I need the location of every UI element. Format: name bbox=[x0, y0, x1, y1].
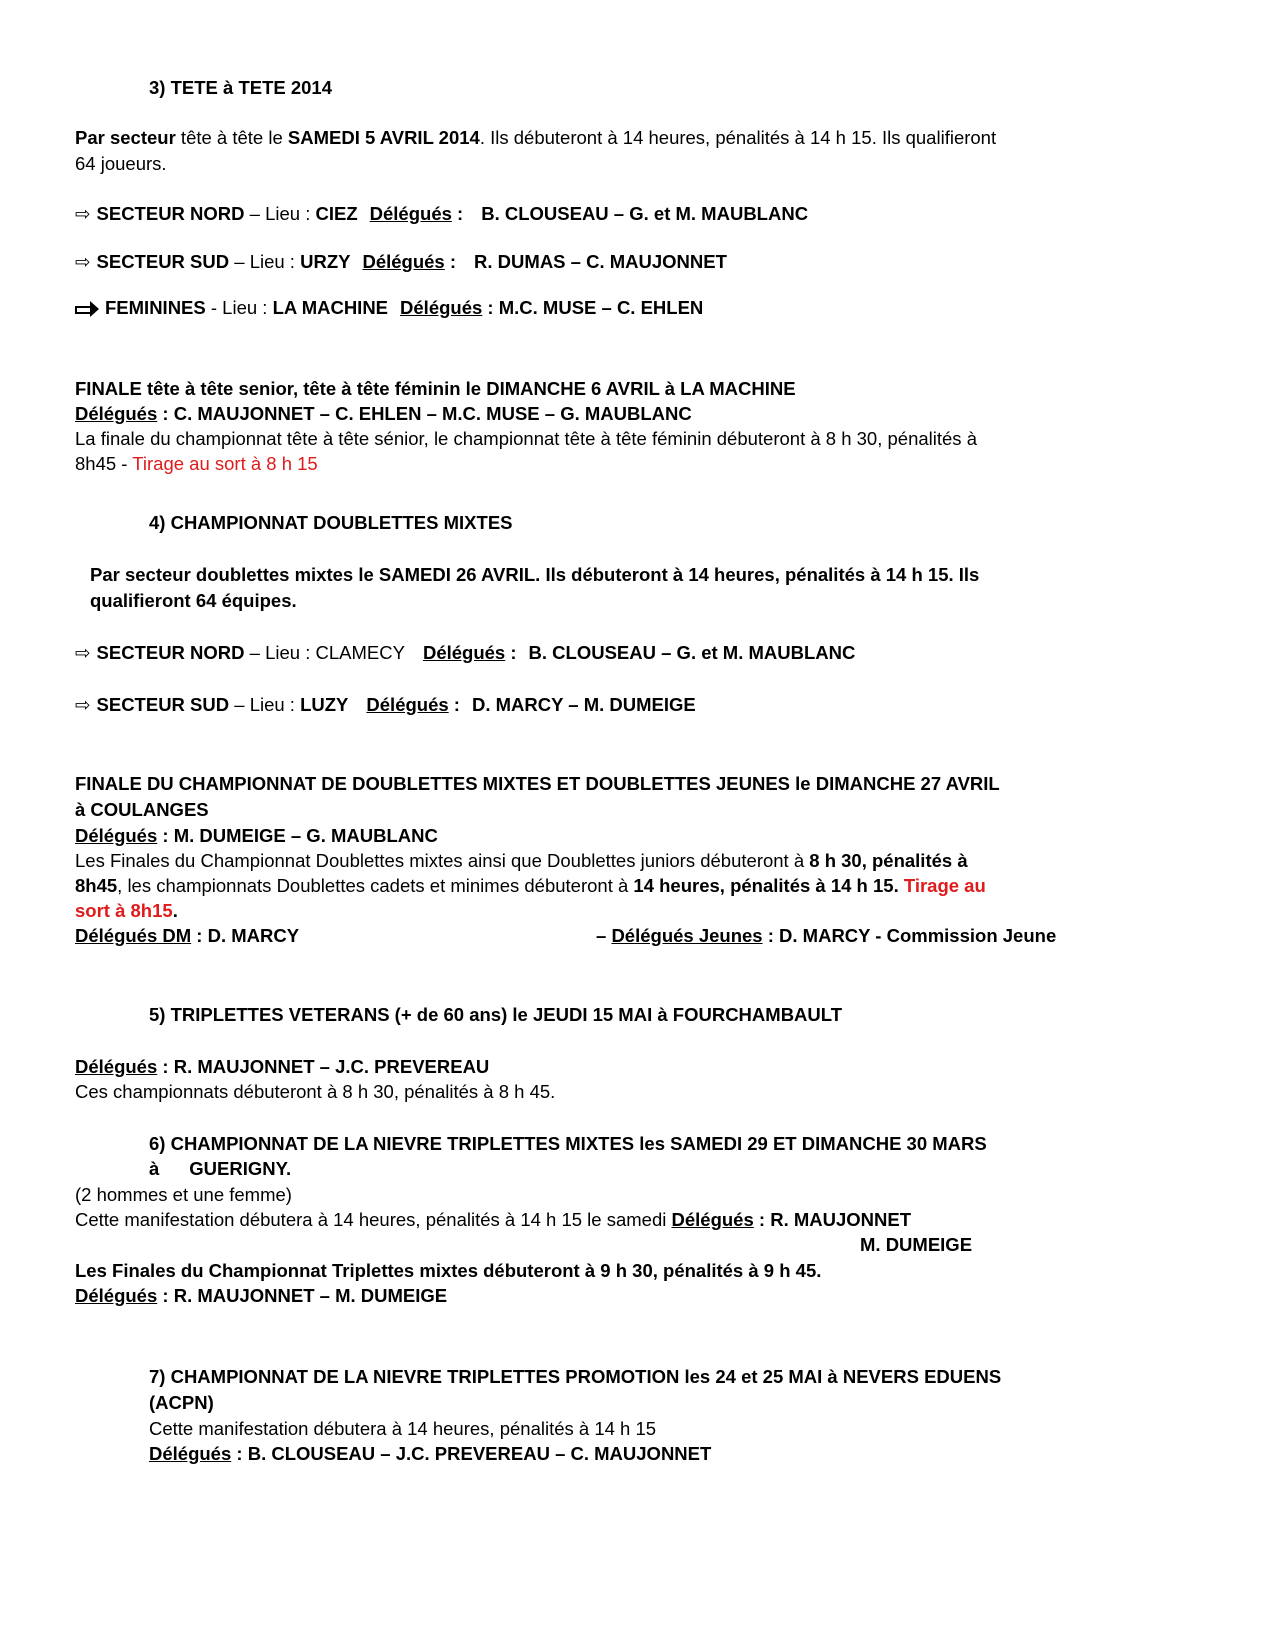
s6-place: GUERIGNY bbox=[189, 1158, 286, 1179]
s4-text-3b: . bbox=[172, 900, 178, 921]
secteur-label: SECTEUR NORD bbox=[96, 203, 245, 224]
delegues-label: Délégués bbox=[366, 694, 449, 715]
s3-secteur-nord bbox=[75, 203, 808, 225]
secteur-label: SECTEUR SUD bbox=[96, 694, 230, 715]
delegues-names: D. MARCY – M. DUMEIGE bbox=[471, 694, 696, 715]
s6-note: (2 hommes et une femme) bbox=[75, 1184, 292, 1205]
s3-feminines bbox=[75, 297, 703, 319]
s4-finale-title-1: FINALE DU CHAMPIONNAT DE DOUBLETTES MIXTES ET DOUBLETTES JEUNES le DIMANCHE 27 AVRIL bbox=[75, 773, 1000, 794]
delegues-label: Délégués bbox=[369, 203, 452, 224]
delegues-names: : M.C. MUSE – C. EHLEN bbox=[482, 297, 704, 318]
s3-intro-line2: 64 joueurs. bbox=[75, 153, 167, 174]
section-7-title-2: (ACPN) bbox=[149, 1392, 214, 1413]
s6-delegues-names-2: M. DUMEIGE bbox=[860, 1234, 973, 1255]
s3-secteur-sud bbox=[75, 251, 727, 273]
jeunes-dash: – bbox=[596, 925, 612, 946]
delegues-names: : B. CLOUSEAU – J.C. PREVEREAU – C. MAUJONNET bbox=[231, 1443, 712, 1464]
delegues-names: : C. MAUJONNET – C. EHLEN – M.C. MUSE – G. MAUBLANC bbox=[157, 403, 692, 424]
s6-a: à bbox=[149, 1158, 160, 1179]
secteur-label: SECTEUR SUD bbox=[96, 251, 230, 272]
delegues-colon: : bbox=[448, 694, 460, 715]
s4-text-1b: 8 h 30, pénalités à bbox=[809, 850, 968, 871]
delegues-label: Délégués bbox=[671, 1209, 754, 1230]
delegues-names: : R. MAUJONNET – J.C. PREVEREAU bbox=[157, 1056, 490, 1077]
delegues-label: Délégués bbox=[422, 642, 506, 663]
s5-text: Ces championnats débuteront à 8 h 30, pénalités à 8 h 45. bbox=[75, 1081, 556, 1102]
s4-intro-line1: Par secteur doublettes mixtes le SAMEDI 26 AVRIL. Ils débuteront à 14 heures, pénalités à 14 h 15. Ils bbox=[90, 564, 980, 585]
s4-delegues-jeunes bbox=[596, 925, 1056, 947]
s3-intro-a: Par secteur bbox=[75, 127, 176, 148]
s4-text-1 bbox=[75, 850, 968, 872]
s4-text-2b: , les championnats Doublettes cadets et minimes débuteront à bbox=[117, 875, 634, 896]
section-3-title: 3) TETE à TETE 2014 bbox=[149, 77, 333, 98]
s6-finales: Les Finales du Championnat Triplettes mixtes débuteront à 9 h 30, pénalités à 9 h 45. bbox=[75, 1260, 822, 1281]
s4-text-2c: 14 heures, pénalités à 14 h 15. bbox=[633, 875, 899, 896]
s3-intro-date: SAMEDI 5 AVRIL 2014 bbox=[287, 127, 480, 148]
s4-tirage-1: Tirage au bbox=[898, 875, 986, 896]
right-arrow-icon bbox=[75, 303, 101, 315]
right-arrow-icon: ⇨ bbox=[75, 694, 91, 715]
delegues-label: Délégués bbox=[362, 251, 445, 272]
s7-delegues bbox=[149, 1443, 711, 1465]
delegues-label: Délégués bbox=[75, 403, 158, 424]
s3-finale-text-1: La finale du championnat tête à tête sénior, le championnat tête à tête féminin débuteront à 8 h 30, pénalités à bbox=[75, 428, 977, 449]
delegues-names: B. CLOUSEAU – G. et M. MAUBLANC bbox=[481, 203, 809, 224]
section-5-title: 5) TRIPLETTES VETERANS (+ de 60 ans) le JEUDI 15 MAI à FOURCHAMBAULT bbox=[149, 1004, 843, 1025]
delegues-label: Délégués bbox=[149, 1443, 232, 1464]
delegues-jeunes-label: Délégués Jeunes bbox=[611, 925, 763, 946]
delegues-label: Délégués bbox=[75, 1056, 158, 1077]
delegues-dm-names: : D. MARCY bbox=[191, 925, 300, 946]
lieu-label: - Lieu : bbox=[205, 297, 273, 318]
secteur-label: SECTEUR NORD bbox=[96, 642, 245, 663]
lieu-value: URZY bbox=[300, 251, 351, 272]
s4-secteur-nord bbox=[75, 642, 855, 664]
s3-intro-d: . Ils débuteront à 14 heures, pénalités à 14 h 15. Ils qualifieront bbox=[479, 127, 997, 148]
delegues-colon: : bbox=[451, 203, 464, 224]
section-7-title-1: 7) CHAMPIONNAT DE LA NIEVRE TRIPLETTES PROMOTION les 24 et 25 MAI à NEVERS EDUENS bbox=[149, 1366, 1002, 1387]
lieu-label: – Lieu : bbox=[244, 642, 316, 663]
delegues-label: Délégués bbox=[75, 825, 158, 846]
delegues-names: B. CLOUSEAU – G. et M. MAUBLANC bbox=[528, 642, 856, 663]
s4-finale-title-2: à COULANGES bbox=[75, 799, 209, 820]
s3-tirage: Tirage au sort à 8 h 15 bbox=[132, 453, 318, 474]
delegues-names: : R. MAUJONNET – M. DUMEIGE bbox=[157, 1285, 448, 1306]
s3-finale-title: FINALE tête à tête senior, tête à tête féminin le DIMANCHE 6 AVRIL à LA MACHINE bbox=[75, 378, 796, 399]
lieu-value: CLAMECY bbox=[315, 642, 405, 663]
s4-finale-delegues bbox=[75, 825, 438, 847]
right-arrow-icon: ⇨ bbox=[75, 251, 91, 272]
s4-text-3 bbox=[75, 900, 178, 922]
s3-intro-b: tête à tête le bbox=[175, 127, 288, 148]
section-6-title-1: 6) CHAMPIONNAT DE LA NIEVRE TRIPLETTES MIXTES les SAMEDI 29 ET DIMANCHE 30 MARS bbox=[149, 1133, 987, 1154]
delegues-label: Délégués bbox=[400, 297, 483, 318]
delegues-label: Délégués bbox=[75, 1285, 158, 1306]
lieu-label: – Lieu : bbox=[229, 694, 301, 715]
s7-text: Cette manifestation débutera à 14 heures, pénalités à 14 h 15 bbox=[149, 1418, 657, 1439]
delegues-colon: : bbox=[505, 642, 517, 663]
delegues-names-1: : R. MAUJONNET bbox=[753, 1209, 912, 1230]
delegues-names: : M. DUMEIGE – G. MAUBLANC bbox=[157, 825, 438, 846]
lieu-label: – Lieu : bbox=[229, 251, 301, 272]
lieu-label: – Lieu : bbox=[244, 203, 316, 224]
s6-dot: . bbox=[285, 1158, 292, 1179]
lieu-value: CIEZ bbox=[315, 203, 358, 224]
s6-delegues-2 bbox=[75, 1285, 447, 1307]
s4-text-1a: Les Finales du Championnat Doublettes mixtes ainsi que Doublettes juniors débuteront à bbox=[75, 850, 810, 871]
s4-text-2 bbox=[75, 875, 986, 897]
lieu-value: LA MACHINE bbox=[272, 297, 389, 318]
delegues-jeunes-names: : D. MARCY - Commission Jeune bbox=[762, 925, 1057, 946]
section-6-title-2 bbox=[149, 1158, 291, 1180]
s4-secteur-sud bbox=[75, 694, 696, 716]
s4-intro-line2: qualifieront 64 équipes. bbox=[90, 590, 297, 611]
delegues-names: R. DUMAS – C. MAUJONNET bbox=[474, 251, 727, 272]
s3-finale-time: 8h45 - bbox=[75, 453, 133, 474]
section-4-title: 4) CHAMPIONNAT DOUBLETTES MIXTES bbox=[149, 512, 513, 533]
s3-finale-text-2 bbox=[75, 453, 318, 475]
s6-text-1a: Cette manifestation débutera à 14 heures, pénalités à 14 h 15 le samedi bbox=[75, 1209, 672, 1230]
s4-delegues-dm bbox=[75, 925, 299, 947]
s6-text-1 bbox=[75, 1209, 911, 1231]
s4-text-2a: 8h45 bbox=[75, 875, 118, 896]
lieu-value: LUZY bbox=[300, 694, 349, 715]
s3-intro-line1 bbox=[75, 127, 996, 149]
right-arrow-icon: ⇨ bbox=[75, 203, 91, 224]
delegues-dm-label: Délégués DM bbox=[75, 925, 192, 946]
s4-tirage-2: sort à 8h15 bbox=[75, 900, 173, 921]
delegues-colon: : bbox=[444, 251, 457, 272]
s3-finale-delegues bbox=[75, 403, 692, 425]
s5-delegues bbox=[75, 1056, 489, 1078]
secteur-label: FEMININES bbox=[105, 297, 206, 318]
right-arrow-icon: ⇨ bbox=[75, 642, 91, 663]
